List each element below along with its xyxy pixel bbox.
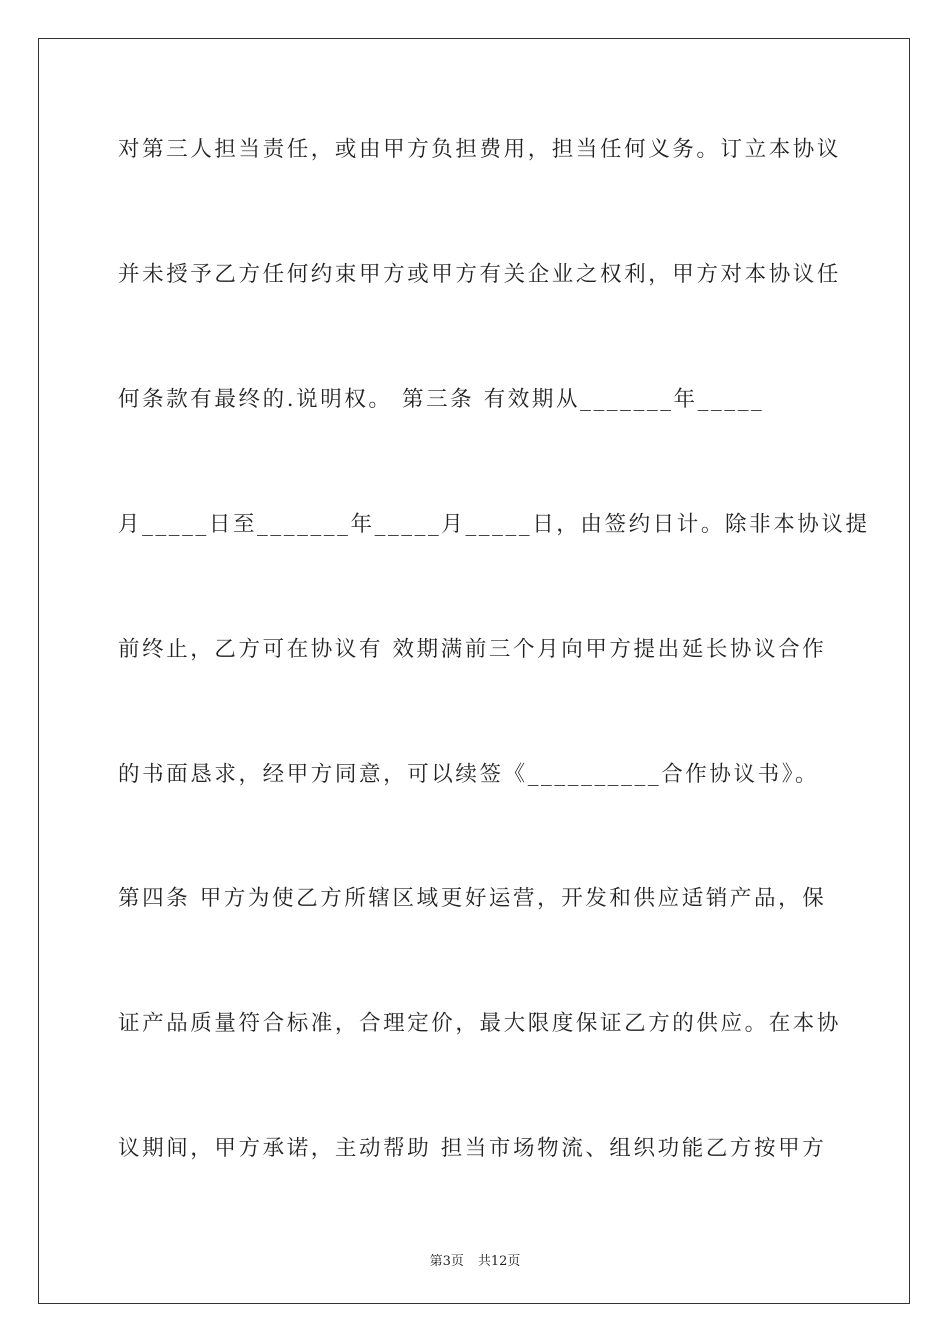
body-line: 月_____日至_______年_____月_____日，由签约日计。除非本协议提: [118, 512, 870, 537]
body-line: 并未授予乙方任何约束甲方或甲方有关企业之权利，甲方对本协议任: [118, 262, 842, 287]
body-line: 何条款有最终的.说明权。 第三条 有效期从_______年_____: [118, 387, 765, 412]
body-line: 证产品质量符合标准，合理定价，最大限度保证乙方的供应。在本协: [118, 1011, 842, 1036]
page-border: [38, 38, 910, 1304]
body-line: 前终止，乙方可在协议有 效期满前三个月向甲方提出延长协议合作: [118, 637, 827, 662]
body-line: 对第三人担当责任，或由甲方负担费用，担当任何义务。订立本协议: [118, 137, 842, 162]
page-footer: [0, 1250, 950, 1269]
body-line: 第四条 甲方为使乙方所辖区域更好运营，开发和供应适销产品，保: [118, 886, 827, 911]
body-line: 的书面恳求，经甲方同意，可以续签《__________合作协议书》。: [118, 762, 820, 787]
total-pages: 共12页: [477, 1254, 521, 1269]
body-line: 议期间，甲方承诺，主动帮助 担当市场物流、组织功能乙方按甲方: [118, 1136, 827, 1161]
page-number: 第3页: [429, 1254, 464, 1269]
